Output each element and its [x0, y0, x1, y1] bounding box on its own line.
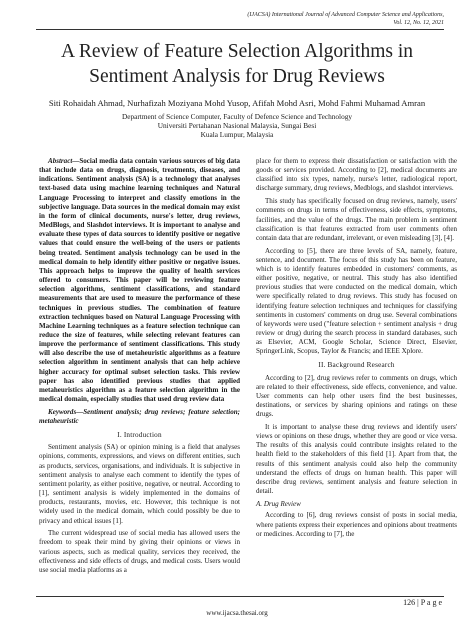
intro-paragraph-1: Sentiment analysis (SA) or opinion mining is a field that analyses opinions, comments, expressions, and views on different entities, such as products, services, organisations, and individuals. It is subjective in sentiment analysis to analyse each comment to identify the types of sentiment polarity, as either positive, negative, or neutral. According to [1], sentiment analysis is widely implemented in the domains of products, restaurants, movies, etc. However, this technique is not widely used in the medical domain, which could possibly be due to privacy and ethical issues [1].	[39, 443, 240, 525]
right-paragraph-3: According to [5], there are three levels of SA, namely, feature, sentence, and document. The focus of this study has been on feature, which is to identify features embedded in customers' comments, as either positive, negative, or neutral. This study has also identified previous studies that were conducted on the medical domain, which were specifically related to drug reviews. This study has focused on identifying feature selection techniques and techniques for classifying sentiments in customers' comments on drug use. Several combinations of keywords were used ("feature selection + sentiment analysis + drug review or drug) during the search process in standard databases, such as Elsevier, ACM, Google Scholar, Science Direct, Elsevier, SpringerLink, Scopus, Taylor & Francis; and IEEE Xplore.	[256, 246, 457, 356]
abstract-body: —Social media data contain various sources of big data that include data on drugs, diagnosis, treatments, diseases, and indications. Sentiment analysis (SA) is a technology that analyses text-based data using machine learning techniques and Natural Language Processing to interpret and classify emotions in the subjective language. Data sources in the medical domain may exist in the form of clinical documents, nurse's letter, drug reviews, MedBlogs, and Slashdot interviews. It is important to analyse and evaluate these types of data sources to identify positive or negative values that could ensure the well-being of the users or patients being treated. Sentiment analysis technology can be used in the medical domain to help identify either positive or negative issues. This approach helps to improve the quality of health services offered to consumers. This paper will be reviewing feature selection algorithms, sentiment classifications, and standard measurements that are used to measure the performance of these techniques in previous studies. The combination of feature extraction techniques based on Natural Language Processing with Machine Learning techniques as a feature selection technique can reduce the size of features, while selecting relevant features can improve the performance of sentiment classifications. This study will also describe the use of metaheuristic algorithms as a feature selection algorithm in sentiment analysis that can help achieve higher accuracy for optimal subset selection tasks. This review paper has also identified previous studies that applied metaheuristics algorithm as a feature selection algorithm in the medical domain, especially studies that used drug review data	[39, 157, 240, 404]
right-paragraph-1: place for them to express their dissatisfaction or satisfaction with the goods or services provided. According to [2], medical documents are classified into six types, namely, nurse's letter, radiological report, discharge summary, drug reviews, Medblogs, and slashdot interviews.	[256, 157, 457, 193]
affiliation-university: Universiti Pertahanan Nasional Malaysia, Sungai Besi	[157, 121, 317, 130]
drug-review-paragraph: According to [6], drug reviews consist of posts in social media, where patients express their experiences and opinions about treatments or medicines. According to [7], the	[256, 511, 457, 538]
keywords-lead: Keywords	[48, 407, 77, 416]
footer-rule	[36, 596, 444, 597]
left-column	[39, 157, 240, 579]
keywords-body: —Sentiment analysis; drug reviews; feature selection; metaheuristic	[39, 407, 240, 425]
affiliation-location: Kuala Lumpur, Malaysia	[200, 130, 274, 139]
intro-paragraph-2: The current widespread use of social media has allowed users the freedom to speak their mind by giving their opinions or views in various aspects, such as medical quality, services they received, the effectiveness and side effects of drugs, and medical costs. Users would use social media platforms as a	[39, 529, 240, 574]
background-paragraph-2: It is important to analyse these drug reviews and identify users' views or opinions on these drugs, whether they are good or vice versa. The results of this analysis could contribute insights related to the health field to the stakeholders of this field [1]. Apart from that, the results of this sentiment analysis could also help the community understand the effects of drugs on human health. This paper will describe drug reviews, sentiment analysis and feature selection in detail.	[256, 423, 457, 496]
journal-name: (IJACSA) International Journal of Advanced Computer Science and Applications,	[247, 12, 444, 18]
abstract	[39, 157, 240, 404]
section-heading-introduction: I. Introduction	[117, 431, 162, 440]
journal-header	[144, 12, 444, 27]
page-number: 126 | P a g e	[403, 598, 442, 607]
keywords	[39, 408, 240, 426]
title-line-1: A Review of Feature Selection Algorithms in	[60, 41, 414, 62]
right-column	[256, 157, 457, 542]
journal-website: www.ijacsa.thesai.org	[206, 609, 268, 617]
title-line-2: Sentiment Analysis for Drug Reviews	[89, 66, 385, 87]
subsection-heading-drug-review: A. Drug Review	[256, 500, 301, 509]
header-rule	[36, 29, 444, 30]
background-paragraph-1: According to [2], drug reviews refer to comments on drugs, which are related to their effectiveness, side effects, convenience, and value. User comments can help other users find the best businesses, destinations, or services by sharing opinions and ratings on these drugs.	[256, 373, 457, 419]
paper-title	[20, 39, 454, 89]
affiliation-department: Department of Science Computer, Faculty of Defence Science and Technology	[121, 112, 353, 121]
paper-authors: Siti Rohaidah Ahmad, Nurhafizah Moziyana Mohd Yusop, Afifah Mohd Asri, Mohd Fahmi Muhamad Amran	[48, 98, 426, 108]
right-paragraph-2: This study has specifically focused on drug reviews, namely, users' comments on drugs in terms of effectiveness, side effects, symptoms, facilities, and the value of the drugs. The main problem in sentiment classification is that features extracted from user comments often contain data that are redundant, irrelevant, or even misleading [3], [4].	[256, 197, 457, 242]
journal-volume: Vol. 12, No. 12, 2021	[393, 19, 444, 26]
abstract-lead: Abstract	[48, 157, 73, 165]
section-heading-background: II. Background Research	[318, 361, 395, 370]
